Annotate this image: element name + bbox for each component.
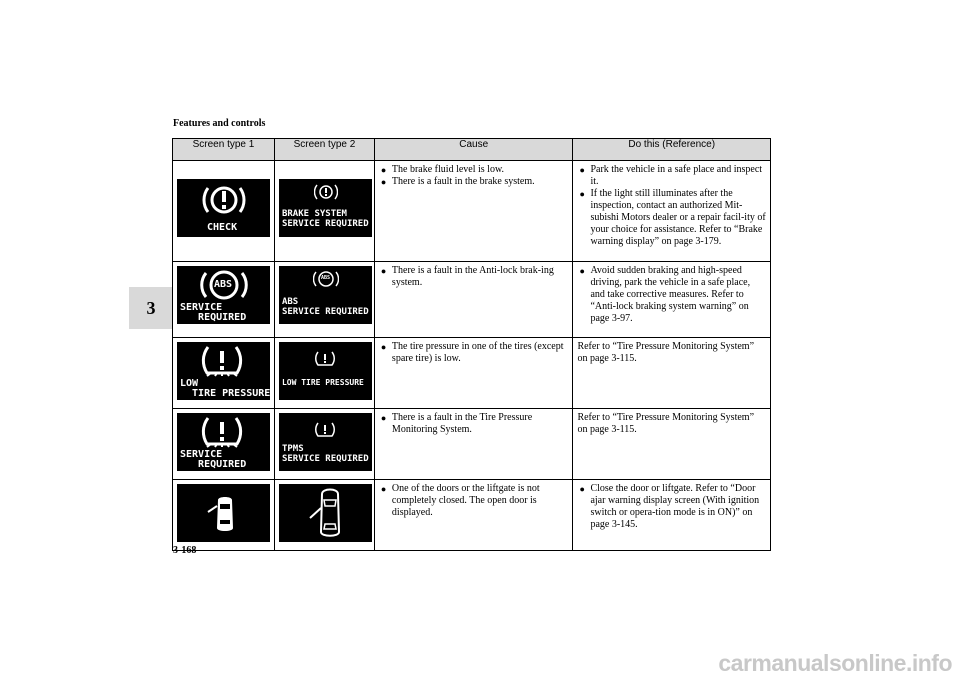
action-item: ● Close the door or liftgate. Refer to “Door ajar warning display screen (With ignition switch or opera-tion mode is in ON)” on page 3-145. [579, 483, 766, 531]
screen-label: TPMS SERVICE REQUIRED [281, 444, 369, 464]
screen-label: SERVICE REQUIRED [180, 449, 247, 470]
screen-type-2-cell [274, 480, 374, 551]
tire-pressure-icon [199, 343, 245, 379]
screen-type-1-cell [173, 409, 275, 480]
brake-check-screen [177, 179, 270, 237]
screen-label: LOW TIRE PRESSURE [180, 378, 270, 399]
screen-type-1-cell [173, 262, 275, 338]
abs-service-screen-2 [279, 266, 372, 324]
brake-warning-icon [314, 182, 338, 202]
table-row [173, 338, 771, 409]
tpms-service-screen-2 [279, 413, 372, 471]
cause-item: ● There is a fault in the Tire Pressure Monitoring System. [381, 412, 569, 436]
screen-label: LOW TIRE PRESSURE [281, 378, 364, 387]
action-cell [573, 161, 771, 262]
screen-type-2-cell [274, 338, 374, 409]
header-screen-type-1: Screen type 1 [173, 139, 275, 161]
screen-type-2-cell [274, 262, 374, 338]
low-tire-screen-2 [279, 342, 372, 400]
abs-icon-label: ABS [214, 279, 233, 290]
cause-cell [374, 338, 573, 409]
abs-service-screen [177, 266, 270, 324]
screen-type-1-cell [173, 161, 275, 262]
header-cause: Cause [374, 139, 573, 161]
door-ajar-screen [177, 484, 270, 542]
action-item: ● Park the vehicle in a safe place and inspect it. [579, 164, 766, 188]
table-header-row [173, 139, 771, 161]
cause-item: ● There is a fault in the brake system. [381, 176, 569, 188]
cause-cell [374, 409, 573, 480]
cause-cell [374, 262, 573, 338]
table-row [173, 161, 771, 262]
tire-pressure-icon [314, 350, 336, 368]
section-title: Features and controls [173, 118, 266, 129]
action-cell [573, 409, 771, 480]
screen-label: ABS SERVICE REQUIRED [281, 297, 369, 317]
screen-label: BRAKE SYSTEM SERVICE REQUIRED [281, 209, 369, 229]
warning-table [172, 138, 771, 551]
action-item: ● If the light still illuminates after the inspection, contact an authorized Mit-subishi Motors dealer or a repair facil-ity of your choice for assistance. Refer to “Brake warning display” on page 3-179. [579, 188, 766, 248]
tire-pressure-icon [314, 421, 336, 439]
screen-label: CHECK [207, 222, 238, 233]
brake-warning-icon [201, 182, 247, 218]
action-text: Refer to “Tire Pressure Monitoring System” on page 3-115. [577, 341, 755, 364]
screen-label: SERVICE REQUIRED [180, 302, 247, 323]
page-number: 3-168 [173, 545, 197, 556]
tire-pressure-icon [199, 414, 245, 450]
watermark-text: carmanualsonline.info [718, 650, 952, 676]
header-do-this: Do this (Reference) [573, 139, 771, 161]
cause-item: ● The tire pressure in one of the tires (except spare tire) is low. [381, 341, 569, 365]
table-row [173, 480, 771, 551]
screen-type-2-cell [274, 161, 374, 262]
low-tire-screen [177, 342, 270, 400]
screen-type-1-cell [173, 338, 275, 409]
table-row [173, 409, 771, 480]
action-item: ● Avoid sudden braking and high-speed driving, park the vehicle in a safe place, and take corrective measures. Refer to “Anti-lock braking system warning” on page 3-97. [579, 265, 766, 325]
screen-type-2-cell [274, 409, 374, 480]
brake-system-screen [279, 179, 372, 237]
cause-item: ● There is a fault in the Anti-lock brak-ing system. [381, 265, 569, 289]
door-ajar-icon [205, 492, 245, 536]
chapter-tab: 3 [129, 287, 173, 329]
door-ajar-icon [305, 486, 355, 540]
action-cell [573, 480, 771, 551]
cause-item: ● One of the doors or the liftgate is not completely closed. The open door is displayed. [381, 483, 569, 519]
tpms-service-screen [177, 413, 270, 471]
cause-cell [374, 161, 573, 262]
action-cell [573, 262, 771, 338]
abs-icon-label: ABS [320, 275, 330, 281]
action-cell [573, 338, 771, 409]
header-screen-type-2: Screen type 2 [274, 139, 374, 161]
door-ajar-screen-2 [279, 484, 372, 542]
screen-type-1-cell [173, 480, 275, 551]
cause-item: ● The brake fluid level is low. [381, 164, 569, 176]
cause-cell [374, 480, 573, 551]
table-row [173, 262, 771, 338]
action-text: Refer to “Tire Pressure Monitoring System” on page 3-115. [577, 412, 755, 435]
